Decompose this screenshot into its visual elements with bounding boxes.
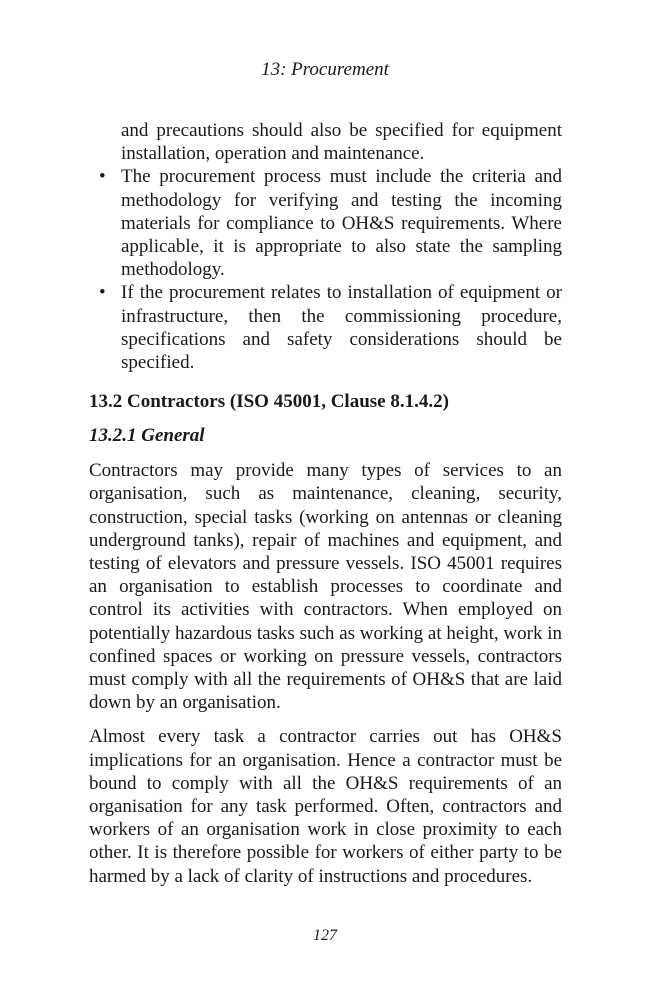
bullet-text: The procurement process must include the criteria and methodology for verifying and testing the incoming materials for compliance to OH&S requirements. Where applicable, it is appropriate to also state the sampling methodology. <box>121 166 562 281</box>
bullet-list <box>89 165 562 374</box>
bullet-text: If the procurement relates to installation of equipment or infrastructure, then the commissioning procedure, specifications and safety considerations should be specified. <box>121 282 562 374</box>
bullet-item <box>89 165 562 281</box>
section-heading: 13.2 Contractors (ISO 45001, Clause 8.1.4.2) <box>89 391 449 413</box>
bullet-icon: • <box>99 166 106 188</box>
bullet-item <box>89 281 562 374</box>
bullet-icon: • <box>99 282 106 304</box>
body-paragraph: Contractors may provide many types of services to an organisation, such as maintenance, cleaning, security, construction, special tasks (working on antennas or cleaning underground tanks), repair of machines and equipment, and testing of elevators and pressure vessels. ISO 45001 requires an organisation to establish processes to coordinate and control its activities with contractors. When employed on potentially hazardous tasks such as working at height, work in confined spaces or working on pressure vessels, contractors must comply with all the requirements of OH&S that are laid down by an organisation. <box>89 460 562 714</box>
body-paragraph: Almost every task a contractor carries out has OH&S implications for an organisation. Hence a contractor must be bound to comply with all the OH&S requirements of an organisation for any task performed. Often, contractors and workers of an organisation work in close proximity to each other. It is therefore possible for workers of either party to be harmed by a lack of clarity of instructions and procedures. <box>89 726 562 887</box>
subsection-heading: 13.2.1 General <box>89 425 205 447</box>
running-head: 13: Procurement <box>261 59 389 80</box>
page-number: 127 <box>313 927 337 944</box>
continued-bullet-text: and precautions should also be specified for equipment installation, operation and maintenance. <box>121 120 562 165</box>
page-body <box>89 119 562 888</box>
